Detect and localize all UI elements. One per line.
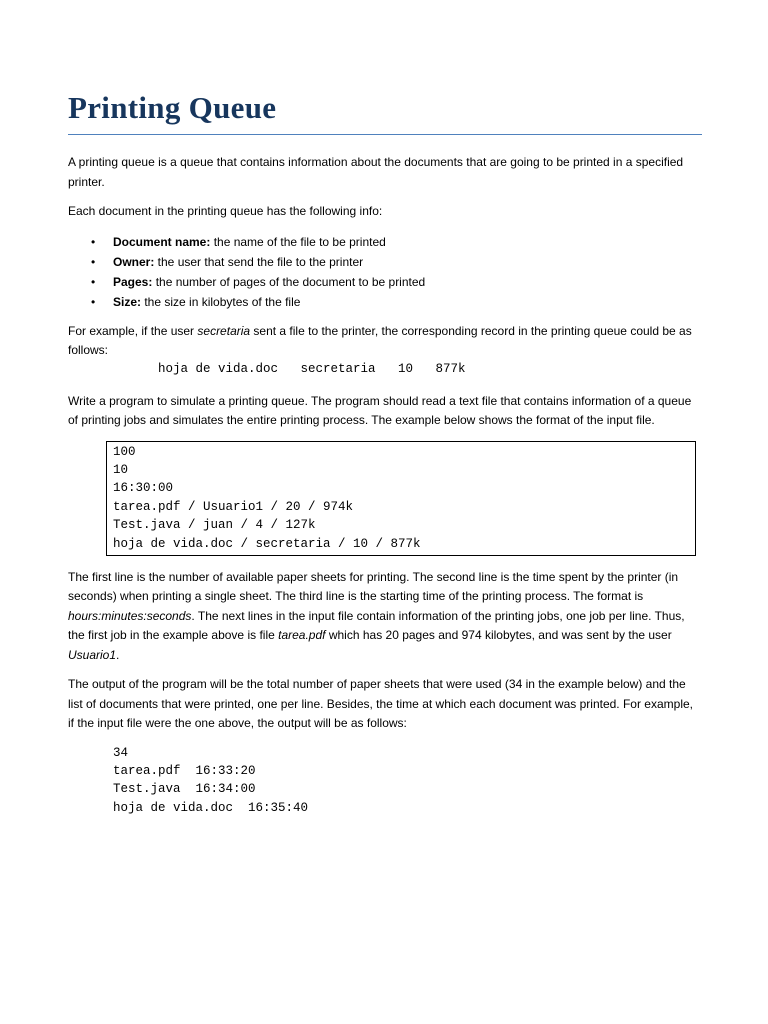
input-line: 100 [113, 444, 136, 459]
input-line: hoja de vida.doc / secretaria / 10 / 877k [113, 536, 421, 551]
input-file-box [106, 441, 696, 556]
input-line: 10 [113, 462, 129, 477]
page-title: Printing Queue [68, 90, 277, 125]
explain-user: Usuario1 [68, 647, 117, 662]
list-item [91, 252, 702, 272]
field-description: the user that send the file to the printer [154, 254, 364, 269]
example-paragraph [68, 322, 702, 361]
field-description: the size in kilobytes of the file [141, 294, 301, 309]
example-record: hoja de vida.doc secretaria 10 877k [158, 361, 466, 376]
explain-text-a: The first line is the number of available paper sheets for printing. The second line is the time spent by the printer (in seconds) when printing a single sheet. The third line is the starting time of the printing process. The format is [68, 569, 679, 604]
field-label: Owner: [113, 254, 155, 269]
title-underline [68, 134, 702, 135]
field-label: Size: [113, 294, 142, 309]
input-line: Test.java / juan / 4 / 127k [113, 518, 316, 533]
explain-file: tarea.pdf [278, 628, 326, 643]
output-example [113, 744, 702, 817]
example-text-post: sent a file to the printer, the corresponding record in the printing queue could be as follows: [68, 323, 692, 357]
explain-text-d: . [116, 647, 120, 662]
example-user: secretaria [197, 323, 251, 338]
field-description: the number of pages of the document to be printed [152, 274, 426, 289]
task-paragraph: Write a program to simulate a printing queue. The program should read a text file that contains information of a queue of printing jobs and simulates the entire printing process. The example below shows the format of the input file. [68, 393, 692, 427]
explanation-paragraph [68, 568, 702, 666]
list-item [91, 272, 702, 292]
output-line: Test.java 16:34:00 [113, 782, 256, 797]
explain-text-b: . The next lines in the input file contain information of the printing jobs, one job per line. Thus, the first job in the example above is file [68, 608, 685, 643]
example-text-pre: For example, if the user [68, 323, 198, 338]
field-label: Pages: [113, 274, 153, 289]
output-line: hoja de vida.doc 16:35:40 [113, 800, 309, 815]
explain-text-c: which has 20 pages and 974 kilobytes, and was sent by the user [325, 628, 672, 643]
document-page [68, 88, 702, 817]
explain-format: hours:minutes:seconds [68, 608, 192, 623]
intro-paragraph: A printing queue is a queue that contains information about the documents that are going to be printed in a specified printer. [68, 155, 684, 189]
bullet-icon: • [91, 274, 96, 289]
output-line: 34 [113, 745, 129, 760]
list-item [91, 232, 702, 252]
list-item [91, 292, 702, 312]
output-line: tarea.pdf 16:33:20 [113, 764, 256, 779]
output-intro-paragraph: The output of the program will be the total number of paper sheets that were used (34 in the example below) and the list of documents that were printed, one per line. Besides, the time at which each document was printed. For example, if the input file were the one above, the output will be as follows: [68, 677, 693, 731]
bullet-icon: • [91, 294, 96, 309]
fields-list [68, 232, 702, 312]
field-label: Document name: [113, 234, 211, 249]
bullet-icon: • [91, 234, 96, 249]
bullet-icon: • [91, 254, 96, 269]
field-description: the name of the file to be printed [210, 234, 386, 249]
input-line: tarea.pdf / Usuario1 / 20 / 974k [113, 499, 354, 514]
fields-intro-paragraph: Each document in the printing queue has the following info: [68, 204, 383, 218]
input-line: 16:30:00 [113, 481, 174, 496]
